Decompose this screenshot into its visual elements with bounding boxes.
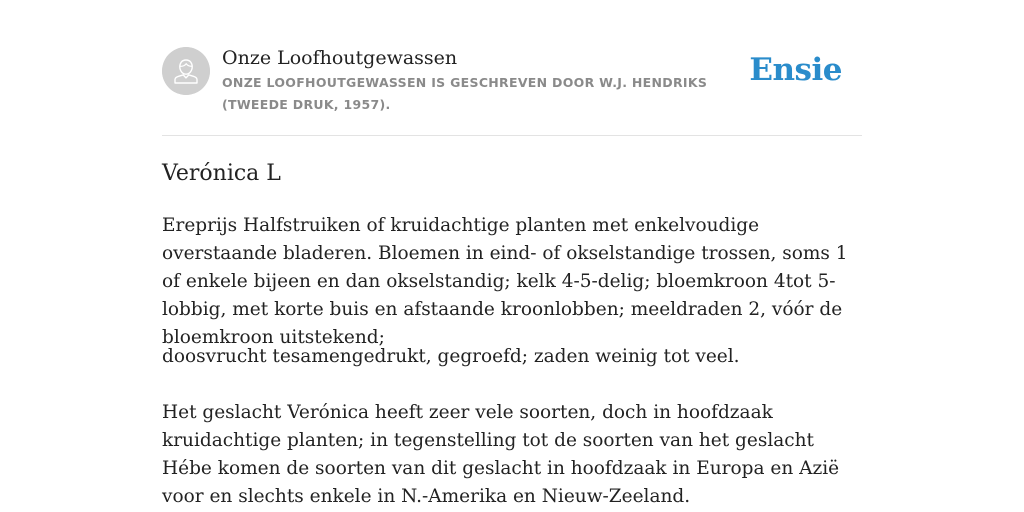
site-logo[interactable]: Ensie	[749, 52, 842, 88]
user-avatar-icon[interactable]	[162, 47, 210, 95]
publication-description: ONZE LOOFHOUTGEWASSEN IS GESCHREVEN DOOR W.J. HENDRIKS (TWEEDE DRUK, 1957).	[222, 75, 708, 112]
page-content	[162, 0, 862, 507]
user-outline-icon	[162, 47, 210, 95]
entry-paragraph: Ereprijs Halfstruiken of kruidachtige planten met enkelvoudige overstaande bladeren. Bloemen in eind- of okselstandige trossen, soms 1 of enkele bijeen en dan okselstandig; kelk 4-5-delig; bloemkroon 4tot 5-lobbig, met korte buis en afstaande kroonlobben; meeldraden 2, vóór de bloemkroon uitstekend;	[162, 215, 848, 348]
entry-paragraph: doosvrucht tesamengedrukt, gegroefd; zaden weinig tot veel.	[162, 346, 740, 367]
entry-title: Verónica L	[162, 161, 281, 186]
entry-paragraph: Het geslacht Verónica heeft zeer vele soorten, doch in hoofdzaak kruidachtige planten; in tegenstelling tot de soorten van het geslacht Hébe komen de soorten van dit geslacht in hoofdzaak in Europa en Azië voor en slechts enkele in N.-Amerika en Nieuw-Zeeland.	[162, 402, 840, 507]
publication-header	[162, 0, 862, 136]
publication-title[interactable]: Onze Loofhoutgewassen	[222, 47, 458, 69]
